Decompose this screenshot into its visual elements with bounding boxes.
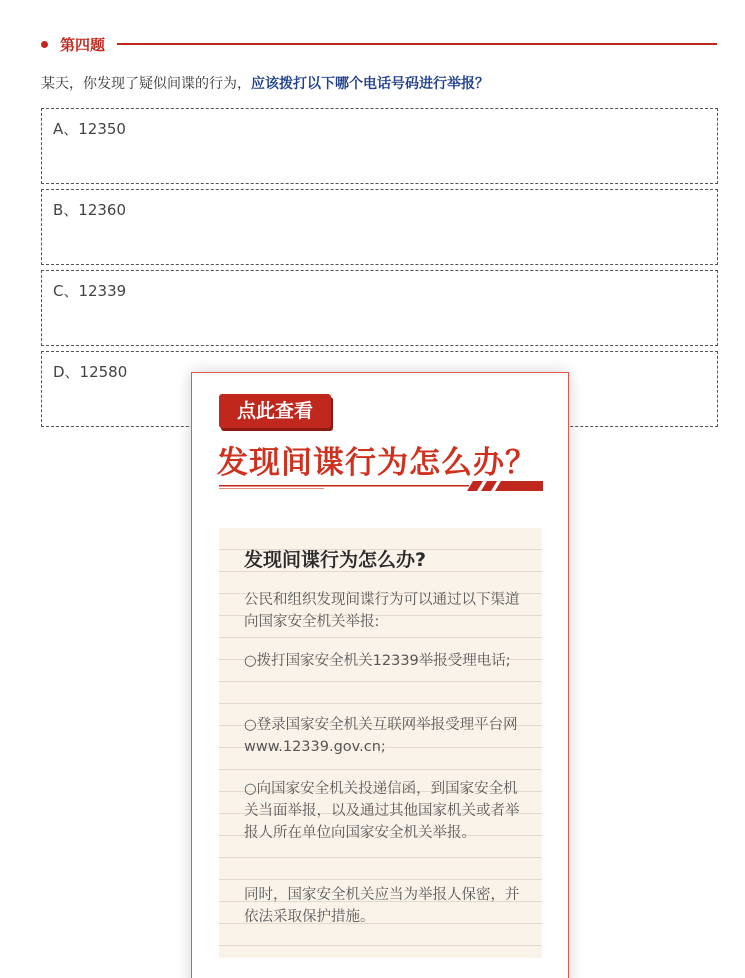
- question-text: [41, 74, 721, 94]
- card-title: 发现间谍行为怎么办？: [217, 445, 537, 481]
- bullet-dot-icon: [41, 41, 48, 48]
- note-paragraph-intro: 公民和组织发现间谍行为可以通过以下渠道向国家安全机关举报:: [244, 592, 520, 630]
- note-paragraph-protection: 同时，国家安全机关应当为举报人保密，并依法采取保护措施。: [244, 887, 520, 925]
- view-tag-button[interactable]: 点此查看: [219, 394, 331, 428]
- option-c-label: C、12339: [53, 282, 127, 300]
- info-card[interactable]: [191, 372, 569, 978]
- note-paragraph-web: ○登录国家安全机关互联网举报受理平台网www.12339.gov.cn;: [244, 717, 518, 755]
- note-title: 发现间谍行为怎么办?: [244, 549, 427, 571]
- option-b[interactable]: [41, 189, 718, 265]
- question-number: 第四题: [60, 35, 106, 54]
- note-paragraph-phone: ○拨打国家安全机关12339举报受理电话;: [244, 653, 511, 669]
- question-text-highlight: 应该拨打以下哪个电话号码进行举报？: [251, 76, 489, 92]
- option-a[interactable]: [41, 108, 718, 184]
- title-underline-decoration: [219, 481, 543, 491]
- option-b-label: B、12360: [53, 201, 127, 219]
- option-a-label: A、12350: [53, 120, 126, 138]
- note-paragraph-letter: ○向国家安全机关投递信函，到国家安全机关当面举报，以及通过其他国家机关或者举报人所在单位向国家安全机关举报。: [244, 781, 520, 841]
- option-c[interactable]: [41, 270, 718, 346]
- header-divider: [117, 43, 717, 45]
- question-header: [41, 33, 717, 55]
- question-text-prefix: 某天，你发现了疑似间谍的行为，: [41, 76, 251, 92]
- info-note: [219, 528, 542, 958]
- option-d-label: D、12580: [53, 363, 128, 381]
